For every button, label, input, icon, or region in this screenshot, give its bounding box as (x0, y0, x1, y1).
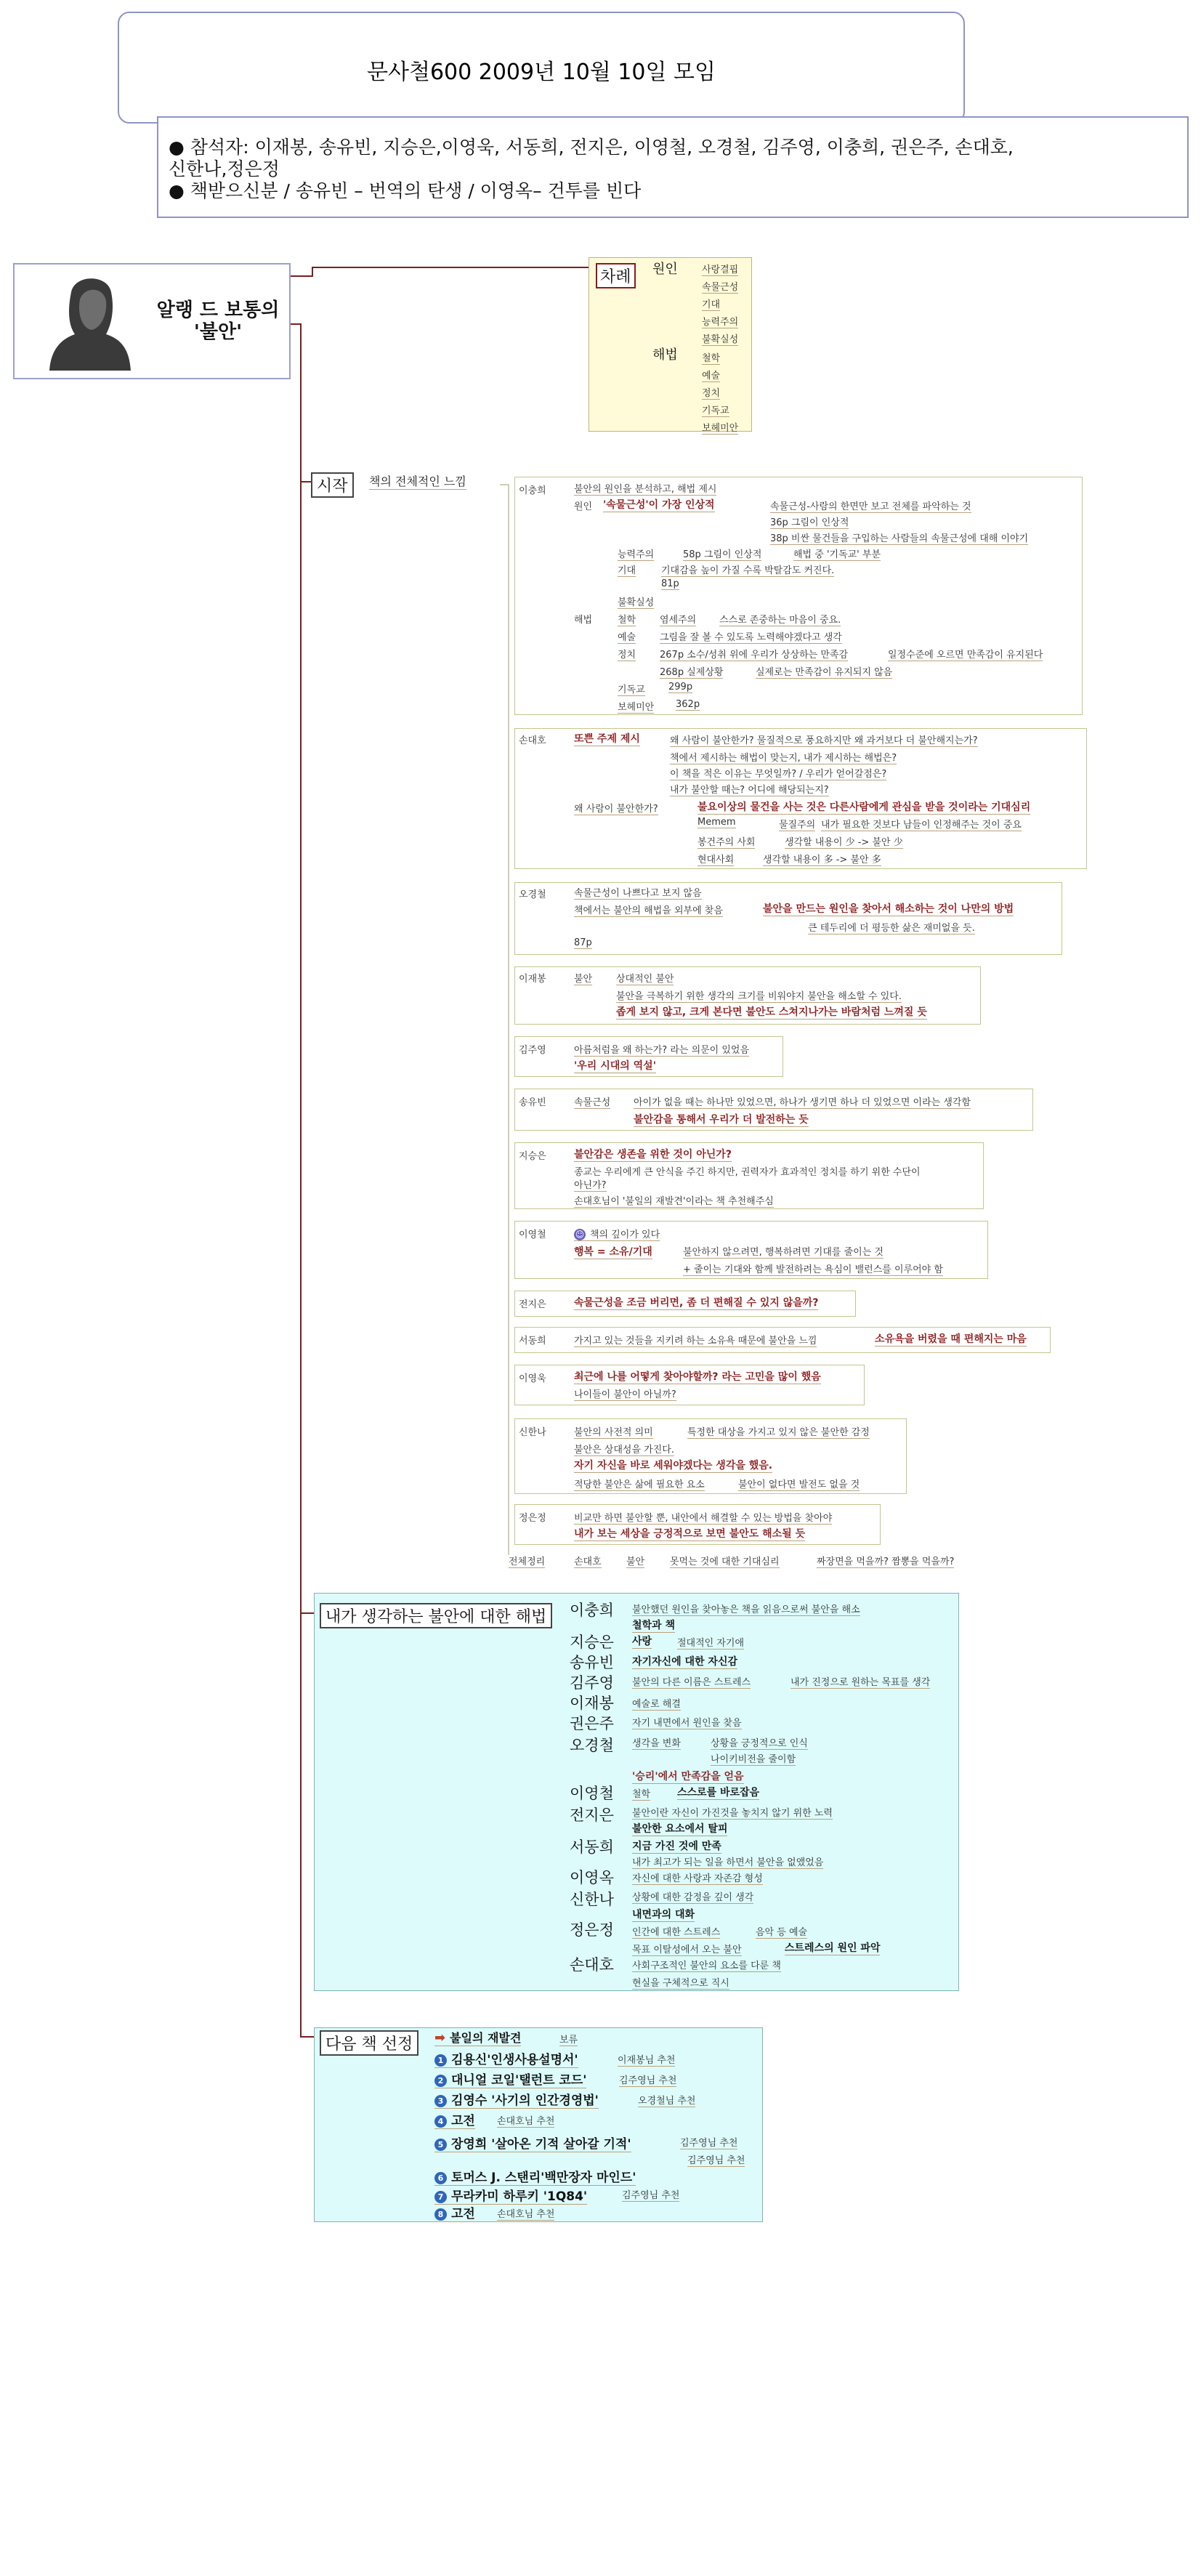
book-title: 불일의 재발견 (450, 2031, 522, 2045)
comment-node[interactable]: 속물근성-사람의 한면만 보고 전체를 파악하는 것 (770, 498, 971, 513)
comment-node[interactable]: 종교는 우리에게 큰 안식을 주긴 하지만, 권력자가 효과적인 정치를 하기 위한 수단이 (574, 1167, 921, 1178)
comment-node[interactable]: 불안하지 않으려면, 행복하려면 기대를 줄이는 것 (683, 1244, 883, 1259)
person-name[interactable]: 이충희 (570, 1602, 614, 1619)
solution-item[interactable]: 지금 가진 것에 만족 (632, 1838, 721, 1854)
comment-node[interactable]: 보헤미안 (618, 699, 654, 714)
comment-node[interactable]: 적당한 불안은 삶에 필요한 요소 (574, 1477, 705, 1491)
solution-item[interactable]: 사회구조적인 불안의 요소를 다룬 책 (632, 1958, 781, 1972)
comment-node[interactable]: 불안이 없다면 발전도 없을 것 (738, 1477, 860, 1491)
comment-node[interactable]: 기대감을 높이 가질 수록 박탈감도 커진다. (661, 562, 834, 577)
comment-node[interactable]: 나이들이 불안이 아닐까? (574, 1386, 676, 1401)
speaker-name[interactable]: 이충희 (519, 485, 546, 496)
comment-node[interactable]: 58p 그림이 인상적 (683, 546, 761, 561)
person-name[interactable]: 이영옥 (570, 1869, 614, 1886)
comment-node[interactable]: 특정한 대상을 가지고 있지 않은 불안한 감정 (687, 1424, 870, 1439)
comment-node[interactable]: 불안은 상대성을 가진다. (574, 1442, 674, 1456)
toc-label[interactable]: 차례 (596, 263, 636, 288)
comment-node[interactable]: 원인 (574, 501, 593, 512)
comment-node[interactable]: 봉건주의 사회 (697, 834, 755, 849)
comment-node[interactable]: 염세주의 (660, 612, 696, 626)
person-name[interactable]: 손대호 (570, 1956, 614, 1974)
start-label[interactable]: 시작 (311, 472, 354, 498)
speaker-name[interactable]: 이영욱 (519, 1373, 546, 1384)
solution-item[interactable]: 불안했던 원인을 찾아놓은 책을 읽음으로써 불안을 해소 (632, 1602, 860, 1616)
book-item[interactable] (434, 2070, 586, 2088)
book-recommender[interactable]: 김주영님 추천 (680, 2135, 737, 2149)
speaker-name[interactable]: 오경철 (519, 889, 546, 900)
speaker-name[interactable]: 전체정리 (509, 1554, 545, 1568)
toc-solution-item[interactable]: 보헤미안 (702, 420, 738, 435)
book-item[interactable] (434, 2186, 587, 2205)
comment-node[interactable]: 81p (661, 578, 679, 589)
comment-node[interactable]: 불요이상의 물건을 사는 것은 다른사람에게 관심을 받을 것이라는 기대심리 (697, 799, 1030, 815)
comment-node[interactable]: + 줄이는 기대와 함께 발전하려는 욕심이 밸런스를 이루어야 함 (683, 1261, 943, 1276)
solution-item[interactable]: 자기 내면에서 원인을 찾음 (632, 1715, 742, 1729)
book-item[interactable] (434, 2110, 475, 2129)
comment-node[interactable] (574, 1227, 660, 1241)
book-recipients-line: ● 책받으신분 / 송유빈 – 번역의 탄생 / 이영옥– 건투를 빈다 (169, 180, 642, 201)
comment-node[interactable]: 손대호님이 '불일의 재발견'이라는 책 추천해주심 (574, 1193, 774, 1208)
comment-node[interactable]: 좁게 보지 않고, 크게 본다면 불안도 스쳐지나가는 바람처럼 느껴질 듯 (616, 1004, 927, 1020)
comment-node[interactable]: 짜장면을 먹을까? 짬뽕을 먹을까? (817, 1554, 954, 1568)
comment-text: 책의 깊이가 있다 (590, 1230, 660, 1240)
solution-item[interactable]: 상황에 대한 감정을 깊이 생각 (632, 1889, 753, 1904)
number-8-icon: 8 (434, 2208, 447, 2221)
comment-node[interactable]: 비교만 하면 불안할 뿐, 내안에서 해결할 수 있는 방법을 찾아야 (574, 1510, 832, 1525)
solutions-label[interactable]: 내가 생각하는 불안에 대한 해법 (320, 1603, 552, 1628)
book-recommender[interactable]: 오경철님 추천 (638, 2093, 695, 2107)
comment-node[interactable]: 책에서는 불안의 해법을 외부에 찾음 (574, 903, 723, 917)
solution-item[interactable]: 철학과 책 (632, 1618, 675, 1633)
speaker-name[interactable]: 지승은 (519, 1151, 546, 1162)
comment-node[interactable]: 현대사회 (697, 852, 734, 866)
comment-node[interactable]: 267p 소수/성취 위에 우리가 상상하는 만족감 (660, 647, 848, 661)
comment-node[interactable]: 362p (676, 699, 700, 710)
person-name[interactable]: 권은주 (570, 1715, 614, 1732)
comment-node[interactable]: 소유욕을 버렸을 때 편해지는 마음 (875, 1331, 1027, 1346)
book-recommender[interactable]: 김주영님 추천 (687, 2152, 745, 2167)
person-name[interactable]: 서동희 (570, 1838, 614, 1856)
participants-line: ● 참석자: 이재봉, 송유빈, 지승은,이영욱, 서동희, 전지은, 이영철, 오경철, 김주영, 이충희, 권은주, 손대호, (169, 137, 1014, 158)
solution-item[interactable]: 절대적인 자기애 (677, 1635, 744, 1650)
toc-cause-item[interactable]: 불확실성 (702, 331, 738, 346)
comment-node[interactable]: 해법 중 '기독교' 부분 (793, 546, 881, 561)
comment-node[interactable]: 속물근성을 조금 버리면, 좀 더 편해질 수 있지 않을까? (574, 1295, 818, 1310)
book-item[interactable] (434, 2133, 631, 2152)
comment-node[interactable]: 정치 (618, 647, 636, 661)
solution-item[interactable]: '승리'에서 만족감을 얻음 (632, 1769, 744, 1784)
comment-node[interactable]: 불안을 만드는 원인을 찾아서 해소하는 것이 나만의 방법 (763, 901, 1014, 916)
comment-node[interactable]: 36p 그림이 인상적 (770, 514, 849, 529)
speaker-name[interactable]: 이영철 (519, 1230, 546, 1240)
comment-node[interactable]: 자기 자신을 바로 세워야겠다는 생각을 했음. (574, 1458, 772, 1473)
solution-item[interactable]: 현실을 구체적으로 직시 (632, 1975, 729, 1990)
person-name[interactable]: 이재봉 (570, 1695, 614, 1712)
next-books-label[interactable]: 다음 책 선정 (320, 2030, 418, 2056)
solution-item[interactable]: 스트레스의 원인 파악 (785, 1940, 880, 1955)
toc-cause-item[interactable]: 사랑결핍 (702, 262, 738, 276)
comment-node[interactable]: 불안감은 생존을 위한 것이 아닌가? (574, 1147, 732, 1162)
book-recommender[interactable]: 이재봉님 추천 (618, 2052, 675, 2067)
speaker-name[interactable]: 서동희 (519, 1336, 546, 1346)
toc-solution-item[interactable]: 예술 (702, 368, 720, 382)
comment-node[interactable]: 가지고 있는 것들을 지키려 하는 소유욕 때문에 불안을 느낌 (574, 1333, 817, 1347)
person-name[interactable]: 정은정 (570, 1921, 614, 1939)
comment-node[interactable]: 아이가 없을 때는 하나만 있었으면, 하나가 생기면 하나 더 있었으면 이라는 생각함 (634, 1094, 971, 1109)
number-4-icon: 4 (434, 2115, 447, 2128)
comment-node[interactable]: '우리 시대의 역설' (574, 1058, 656, 1073)
solution-item[interactable]: 자신에 대한 사랑과 자존감 형성 (632, 1870, 763, 1885)
book-title: 고전 (451, 2207, 475, 2221)
solution-item[interactable]: 불안한 요소에서 탈피 (632, 1821, 727, 1836)
book-title: 토머스 J. 스탠리'백만장자 마인드' (451, 2171, 636, 2185)
comment-node[interactable]: 내가 필요한 것보다 남들이 인정해주는 것이 중요 (821, 817, 1022, 831)
comment-node[interactable]: Memem (697, 817, 736, 828)
solution-item[interactable]: 사랑 (632, 1634, 652, 1649)
comment-node[interactable]: 행복 = 소유/기대 (574, 1244, 652, 1259)
solution-item[interactable]: 내가 최고가 되는 일을 하면서 불안을 없앴었음 (632, 1854, 823, 1869)
book-item[interactable] (434, 2167, 636, 2186)
comment-node[interactable]: 책에서 제시하는 해법이 맞는지, 내가 제시하는 해법은? (670, 750, 897, 764)
speaker-name[interactable]: 김주영 (519, 1045, 546, 1056)
comment-node[interactable]: 최근에 나를 어떻게 찾아야할까? 라는 고민을 많이 했음 (574, 1369, 821, 1384)
comment-node[interactable]: 불안감을 통해서 우리가 더 발전하는 듯 (634, 1112, 809, 1127)
book-title: 고전 (451, 2114, 475, 2128)
speaker-name[interactable]: 손대호 (519, 735, 546, 746)
person-name[interactable]: 지승은 (570, 1634, 614, 1651)
comment-node[interactable]: 못먹는 것에 대한 기대심리 (670, 1554, 780, 1568)
comment-node[interactable]: 299p (668, 682, 693, 693)
comment-node[interactable]: 불안 (574, 971, 592, 985)
book-recommender[interactable]: 김주영님 추천 (622, 2187, 679, 2202)
number-7-icon: 7 (434, 2191, 447, 2203)
comment-node[interactable]: 또쁜 주제 제시 (574, 731, 640, 746)
central-title: 알랭 드 보통의 '불안' (156, 299, 280, 343)
comment-node[interactable]: 생각할 내용이 多 -> 불안 多 (763, 852, 881, 866)
comment-node[interactable]: 38p 비싼 물건들을 구입하는 사람들의 속물근성에 대해 이야기 (770, 530, 1028, 545)
toc-solution-item[interactable]: 정치 (702, 385, 720, 400)
book-title: 장영희 '살아온 기적 살아갈 기적' (451, 2137, 631, 2152)
comment-node[interactable]: 불안의 원인을 분석하고, 해법 제시 (574, 481, 716, 496)
toc-solution[interactable]: 해법 (652, 347, 678, 363)
book-item[interactable] (434, 2203, 475, 2222)
comment-node[interactable]: 불안을 극복하기 위한 생각의 크기를 비워야지 불안을 해소할 수 있다. (616, 988, 902, 1003)
comment-node[interactable]: 상대적인 불안 (616, 971, 674, 985)
comment-node[interactable]: 물질주의 (779, 817, 815, 831)
comment-node[interactable]: 그림을 잘 볼 수 있도록 노력해야겠다고 생각 (660, 629, 842, 644)
book-title: 무라카미 하루키 '1Q84' (451, 2189, 588, 2204)
comment-node[interactable]: 속물근성이 나쁘다고 보지 않음 (574, 885, 702, 900)
comment-node[interactable]: 스스로 존중하는 마음이 중요. (719, 612, 841, 626)
comment-node[interactable]: 해법 (574, 615, 593, 626)
comment-node[interactable]: 왜 사람이 불안한가? (574, 801, 658, 815)
comment-node[interactable]: 불확실성 (618, 594, 654, 609)
page-title: 문사철600 2009년 10월 10일 모임 (367, 60, 716, 85)
book-recommender[interactable]: 보류 (559, 2032, 578, 2046)
person-name[interactable]: 이영철 (570, 1785, 614, 1802)
solution-item[interactable]: 스스로를 바로잡음 (677, 1785, 759, 1800)
solution-item[interactable]: 목표 이탈성에서 오는 불안 (632, 1942, 742, 1956)
book-recommender[interactable]: 김주영님 추천 (619, 2072, 676, 2087)
number-6-icon: 6 (434, 2172, 447, 2184)
comment-node[interactable]: 87p (574, 937, 592, 948)
solution-item[interactable]: 예술로 해결 (632, 1696, 681, 1711)
solution-item[interactable]: 불안의 다른 이름은 스트레스 (632, 1674, 751, 1689)
toc-solution-item[interactable]: 기독교 (702, 403, 729, 417)
comment-node[interactable]: 이 책을 적은 이유는 무엇일까? / 우리가 얻어갈점은? (670, 766, 886, 780)
comment-node[interactable]: 내가 불안할 때는? 어디에 해당되는지? (670, 782, 829, 796)
participants-line-cont: 신한나,정은정 (169, 158, 280, 179)
number-1-icon: 1 (434, 2054, 447, 2067)
comment-node[interactable]: 생각할 내용이 少 -> 불안 少 (785, 834, 903, 849)
person-name[interactable]: 오경철 (570, 1737, 614, 1754)
solution-item[interactable]: 상황을 긍정적으로 인식 (711, 1735, 808, 1750)
toc-cause-item[interactable]: 능력주의 (702, 314, 738, 328)
number-5-icon: 5 (434, 2139, 447, 2151)
speaker-name[interactable]: 이재봉 (519, 974, 546, 985)
solution-item[interactable]: 불안이란 자신이 가진것을 놓치지 않기 위한 노력 (632, 1805, 833, 1820)
comment-node[interactable]: 왜 사람이 불안한가? 물질적으로 풍요하지만 왜 과거보다 더 불안해지는가? (670, 732, 978, 747)
book-recommender[interactable]: 손대호님 추천 (497, 2206, 554, 2221)
overall-impression[interactable]: 책의 전체적인 느낌 (369, 472, 466, 490)
comment-node[interactable]: 아름처럼을 왜 하는가? 라는 의문이 있었음 (574, 1042, 749, 1057)
comment-node[interactable]: 손대호 (574, 1554, 602, 1568)
solution-item[interactable]: 인간에 대한 스트레스 (632, 1924, 720, 1939)
solution-item[interactable]: 내가 진정으로 원하는 목표를 생각 (790, 1674, 930, 1689)
speaker-name[interactable]: 송유빈 (519, 1097, 546, 1108)
number-2-icon: 2 (434, 2075, 447, 2087)
person-name[interactable]: 전지은 (570, 1806, 614, 1824)
comment-node[interactable]: 기독교 (618, 682, 645, 696)
book-title: 김영수 '사기의 인간경영법' (451, 2093, 599, 2108)
book-item[interactable] (434, 2049, 578, 2068)
person-name[interactable]: 신한나 (570, 1891, 614, 1908)
number-3-icon: 3 (434, 2095, 447, 2107)
solution-item[interactable]: 음악 등 예술 (756, 1924, 807, 1939)
solution-item[interactable]: 자기자신에 대한 자신감 (632, 1654, 737, 1669)
comment-node[interactable]: 속물근성 (574, 1094, 610, 1109)
smile-icon: ☺ (575, 1230, 585, 1240)
comment-node[interactable]: 불안 (626, 1554, 644, 1568)
person-name[interactable]: 김주영 (570, 1674, 614, 1692)
toc-cause[interactable]: 원인 (652, 262, 678, 277)
book-title: 김용신'인생사용설명서' (451, 2053, 578, 2067)
comment-node[interactable]: 일정수준에 오르면 만족감이 유지된다 (888, 647, 1043, 661)
comment-node[interactable]: 기대 (618, 562, 636, 577)
comment-node[interactable]: 실제로는 만족감이 유지되지 않음 (756, 664, 892, 679)
book-item[interactable] (434, 2029, 521, 2046)
comment-node[interactable]: '속물근성'이 가장 인상적 (603, 497, 715, 512)
comment-node[interactable]: 아닌가? (574, 1177, 607, 1192)
solution-item[interactable]: 생각을 변화 (632, 1735, 681, 1750)
speaker-name[interactable]: 정은정 (519, 1513, 546, 1524)
speaker-name[interactable]: 전지은 (519, 1299, 546, 1310)
book-item[interactable] (434, 2090, 599, 2109)
arrow-right-icon: ➡ (434, 2030, 446, 2046)
person-name[interactable]: 송유빈 (570, 1654, 614, 1671)
comment-node[interactable]: 불안의 사전적 의미 (574, 1424, 653, 1439)
toc-solution-item[interactable]: 철학 (702, 350, 720, 365)
comment-node[interactable]: 능력주의 (618, 546, 654, 561)
book-recommender[interactable]: 손대호님 추천 (497, 2113, 554, 2128)
solution-item[interactable]: 내면과의 대화 (632, 1907, 695, 1922)
toc-cause-item[interactable]: 속물근성 (702, 279, 738, 294)
comment-node[interactable]: 268p 실제상황 (660, 664, 723, 679)
comment-node[interactable]: 큰 테두리에 더 평등한 삶은 재미없을 듯. (808, 920, 975, 934)
solution-item[interactable]: 나이키비전을 줄이함 (711, 1751, 796, 1766)
comment-node[interactable]: 철학 (618, 612, 636, 626)
speaker-name[interactable]: 신한나 (519, 1427, 546, 1438)
comment-node[interactable]: 예술 (618, 629, 636, 644)
book-title: 대니얼 코일'탤런트 코드' (451, 2073, 587, 2088)
comment-node[interactable]: 내가 보는 세상을 긍정적으로 보면 불안도 해소될 듯 (574, 1526, 805, 1541)
toc-cause-item[interactable]: 기대 (702, 296, 720, 311)
solution-item[interactable]: 철학 (632, 1786, 650, 1801)
